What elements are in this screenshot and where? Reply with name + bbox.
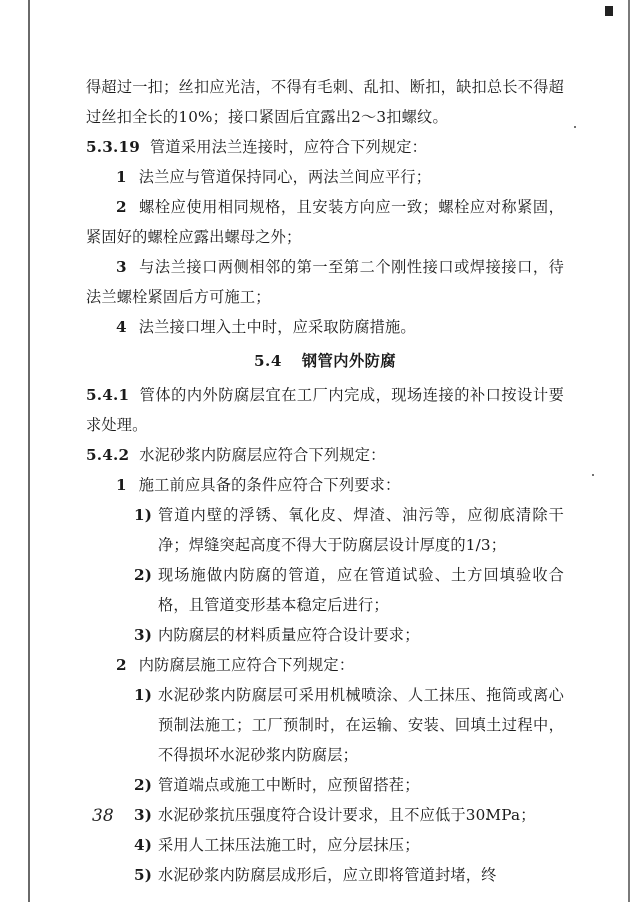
item-number: 3 <box>116 258 127 276</box>
sub-item-text: 水泥砂浆内防腐层成形后，应立即将管道封堵，终 <box>158 866 497 884</box>
sub-item-text: 采用人工抹压法施工时，应分层抹压； <box>158 836 420 854</box>
sub-item <box>86 830 564 860</box>
sub-item-number: 5) <box>134 866 153 884</box>
sub-item <box>86 620 564 650</box>
list-item <box>86 470 564 500</box>
sub-item-number: 3) <box>134 626 153 644</box>
scan-speck <box>574 126 576 128</box>
clause-number: 5.4.2 <box>86 446 130 464</box>
sub-item-text: 水泥砂浆抗压强度符合设计要求，且不应低于30MPa； <box>158 806 536 824</box>
sub-item-number: 2) <box>134 566 153 584</box>
sub-item-text: 管道内壁的浮锈、氧化皮、焊渣、油污等，应彻底清除干净；焊缝突起高度不得大于防腐层设计厚度的1/3； <box>158 506 564 554</box>
section-number: 5.4 <box>253 352 282 370</box>
item-text: 法兰接口埋入土中时，应采取防腐措施。 <box>138 318 416 336</box>
sub-item <box>86 560 564 620</box>
section-title: 钢管内外防腐 <box>301 352 397 370</box>
item-text: 螺栓应使用相同规格，且安装方向应一致；螺栓应对称紧固，紧固好的螺栓应露出螺母之外； <box>86 198 564 246</box>
item-text: 与法兰接口两侧相邻的第一至第二个刚性接口或焊接接口，待法兰螺栓紧固后方可施工； <box>86 258 564 306</box>
clause-text: 管道采用法兰连接时，应符合下列规定： <box>150 138 428 156</box>
sub-item-text: 现场施做内防腐的管道，应在管道试验、土方回填验收合格，且管道变形基本稳定后进行； <box>158 566 564 614</box>
sub-item <box>86 770 564 800</box>
item-number: 2 <box>116 656 127 674</box>
scan-border-right <box>628 0 630 902</box>
document-page <box>86 72 564 890</box>
list-item <box>86 192 564 252</box>
clause-5-3-19 <box>86 132 564 162</box>
list-item <box>86 312 564 342</box>
sub-item-number: 1) <box>134 686 153 704</box>
clause-text: 管体的内外防腐层宜在工厂内完成，现场连接的补口按设计要求处理。 <box>86 386 564 434</box>
item-text: 施工前应具备的条件应符合下列要求： <box>138 476 401 494</box>
scan-border-left <box>28 0 30 902</box>
sub-item <box>86 860 564 890</box>
continuation-paragraph: 得超过一扣；丝扣应光洁，不得有毛刺、乱扣、断扣，缺扣总长不得超过丝扣全长的10%；接口紧固后宜露出2～3扣螺纹。 <box>86 78 564 126</box>
sub-item-number: 4) <box>134 836 153 854</box>
sub-item <box>86 800 564 830</box>
item-text: 内防腐层施工应符合下列规定： <box>138 656 355 674</box>
clause-5-4-2 <box>86 440 564 470</box>
sub-item-number: 1) <box>134 506 153 524</box>
page-number: 38 <box>92 806 114 826</box>
clause-text: 水泥砂浆内防腐层应符合下列规定： <box>139 446 386 464</box>
sub-item-text: 水泥砂浆内防腐层可采用机械喷涂、人工抹压、拖筒或离心预制法施工；工厂预制时，在运输、安装、回填土过程中，不得损坏水泥砂浆内防腐层； <box>158 686 564 764</box>
sub-item-number: 2) <box>134 776 153 794</box>
item-number: 1 <box>116 476 127 494</box>
sub-item-text: 管道端点或施工中断时，应预留搭茬； <box>158 776 420 794</box>
scan-speck <box>592 474 594 476</box>
sub-item-number: 3) <box>134 806 153 824</box>
list-item <box>86 162 564 192</box>
list-item <box>86 650 564 680</box>
sub-item-text: 内防腐层的材料质量应符合设计要求； <box>158 626 420 644</box>
sub-item <box>86 500 564 560</box>
section-heading <box>86 346 564 376</box>
item-number: 4 <box>116 318 127 336</box>
scan-mark <box>605 6 613 16</box>
list-item <box>86 252 564 312</box>
item-number: 2 <box>116 198 127 216</box>
clause-number: 5.3.19 <box>86 138 141 156</box>
clause-5-4-1 <box>86 380 564 440</box>
item-text: 法兰应与管道保持同心，两法兰间应平行； <box>138 168 432 186</box>
item-number: 1 <box>116 168 127 186</box>
clause-number: 5.4.1 <box>86 386 130 404</box>
sub-item <box>86 680 564 770</box>
